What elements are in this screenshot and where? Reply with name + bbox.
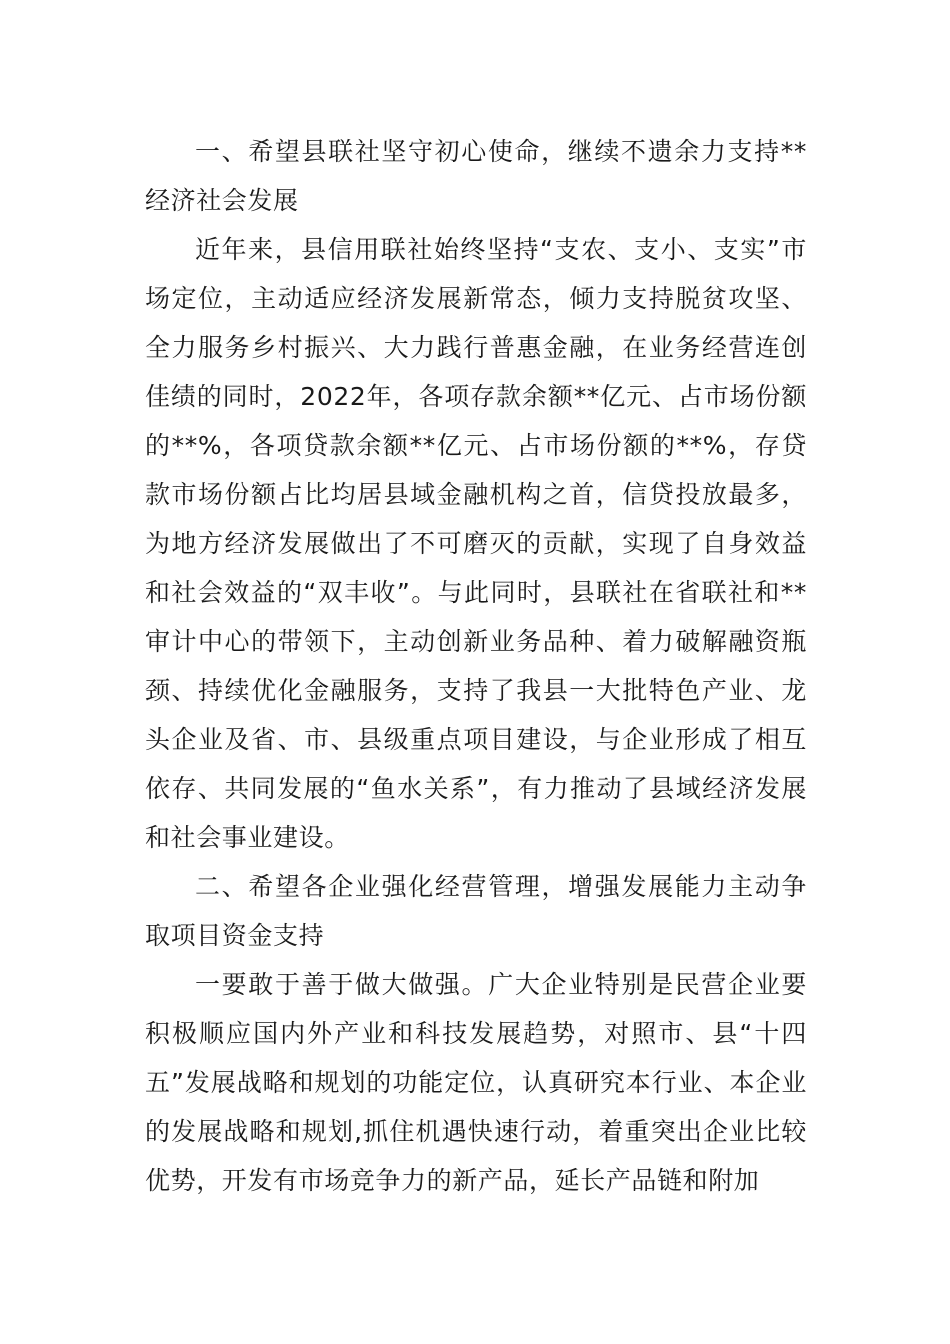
section-heading-1: 一、希望县联社坚守初心使命，继续不遗余力支持**经济社会发展 [145, 137, 807, 215]
body-paragraph-1: 近年来，县信用联社始终坚持“支农、支小、支实”市场定位，主动适应经济发展新常态，倾力支持脱贫攻坚、全力服务乡村振兴、大力践行普惠金融，在业务经营连创佳绩的同时，2022年，各项存款余额**亿元、占市场份额的**%，各项贷款余额**亿元、占市场份额的**%，存贷款市场份额占比均居县域金融机构之首，信贷投放最多，为地方经济发展做出了不可磨灭的贡献，实现了自身效益和社会效益的“双丰收”。与此同时，县联社在省联社和**审计中心的带领下，主动创新业务品种、着力破解融资瓶颈、持续优化金融服务，支持了我县一大批特色产业、龙头企业及省、市、县级重点项目建设，与企业形成了相互依存、共同发展的“鱼水关系”，有力推动了县域经济发展和社会事业建设。 [145, 235, 807, 852]
document-body [145, 127, 807, 1205]
section-heading-2: 二、希望各企业强化经营管理，增强发展能力主动争取项目资金支持 [145, 872, 807, 950]
body-paragraph-2: 一要敢于善于做大做强。广大企业特别是民营企业要积极顺应国内外产业和科技发展趋势，对照市、县“十四五”发展战略和规划的功能定位，认真研究本行业、本企业的发展战略和规划,抓住机遇快速行动，着重突出企业比较优势，开发有市场竞争力的新产品，延长产品链和附加 [145, 970, 807, 1195]
